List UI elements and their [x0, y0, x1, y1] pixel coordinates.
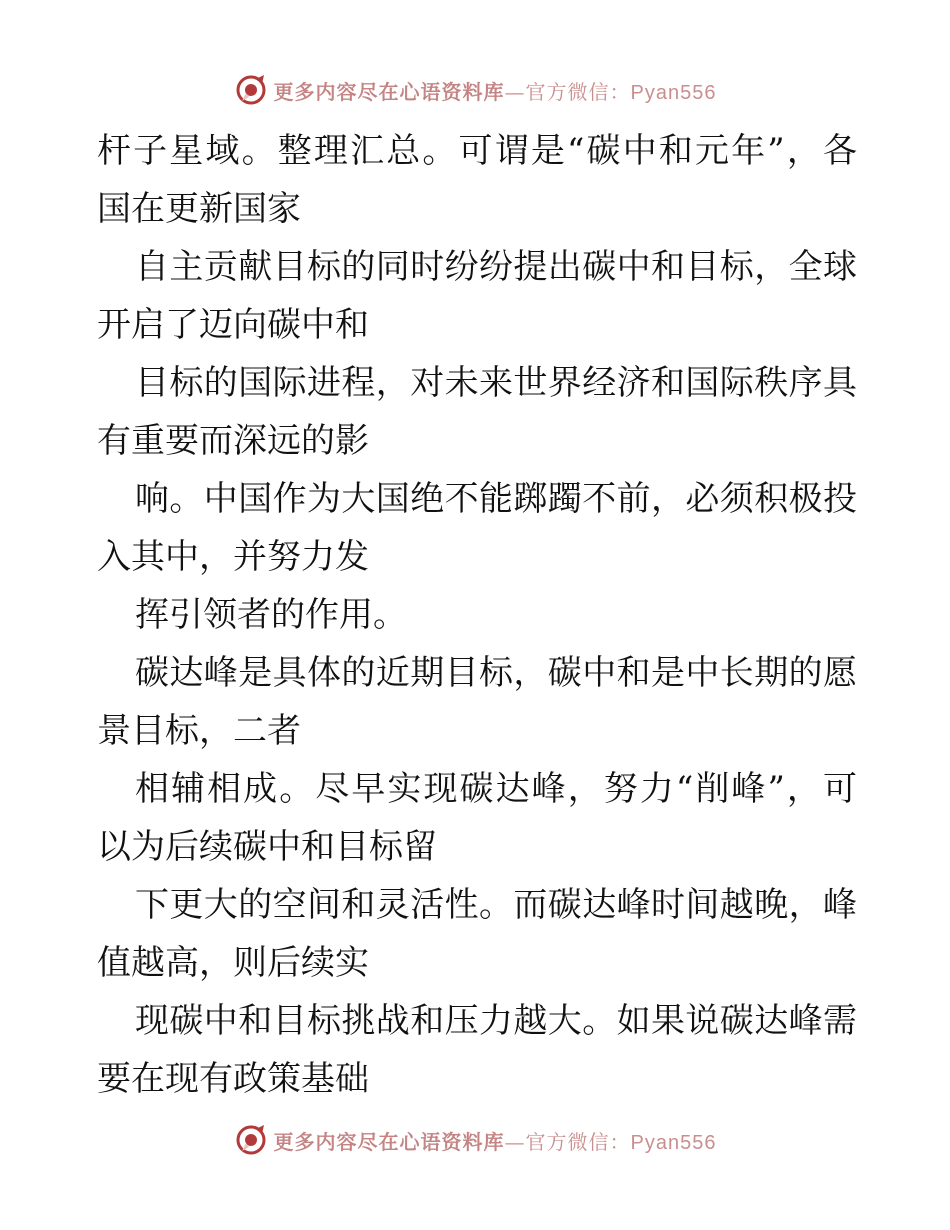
text-line: 入其中，并努力发 [97, 537, 369, 577]
footer-separator: — [504, 1129, 526, 1154]
text-line: 国在更新国家 [97, 189, 301, 229]
text-line: 值越高，则后续实 [97, 943, 369, 983]
brand-logo-icon [234, 73, 268, 107]
text-line: 目标的国际进程，对未来世界经济和国际秩序具 [135, 363, 857, 403]
header-banner-text [274, 76, 717, 105]
header-separator: — [504, 79, 526, 104]
header-contact-label: 官方微信： [525, 79, 631, 104]
footer-contact-id: Pyan556 [630, 1131, 717, 1154]
text-line: 碳达峰是具体的近期目标，碳中和是中长期的愿 [135, 653, 857, 693]
header-banner [0, 70, 950, 110]
text-line: 挥引领者的作用。 [135, 595, 407, 635]
text-line: 相辅相成。尽早实现碳达峰，努力“削峰”，可 [135, 769, 857, 809]
footer-brand: 更多内容尽在心语资料库 [273, 1129, 505, 1154]
text-line: 现碳中和目标挑战和压力越大。如果说碳达峰需 [135, 1001, 857, 1041]
footer-contact-label: 官方微信： [525, 1129, 631, 1154]
footer-banner [0, 1120, 950, 1160]
text-line: 要在现有政策基础 [97, 1059, 369, 1099]
header-brand: 更多内容尽在心语资料库 [273, 79, 505, 104]
text-line: 杆子星域。整理汇总。可谓是“碳中和元年”，各 [97, 131, 857, 171]
text-line: 景目标，二者 [97, 711, 301, 751]
document-body [97, 122, 857, 1108]
text-line: 以为后续碳中和目标留 [97, 827, 437, 867]
text-line: 有重要而深远的影 [97, 421, 369, 461]
text-line: 开启了迈向碳中和 [97, 305, 369, 345]
text-line: 下更大的空间和灵活性。而碳达峰时间越晚，峰 [135, 885, 857, 925]
header-contact-id: Pyan556 [630, 81, 717, 104]
text-line: 响。中国作为大国绝不能踯躅不前，必须积极投 [135, 479, 857, 519]
footer-banner-text [274, 1126, 717, 1155]
text-line: 自主贡献目标的同时纷纷提出碳中和目标，全球 [135, 247, 857, 287]
brand-logo-icon [234, 1123, 268, 1157]
